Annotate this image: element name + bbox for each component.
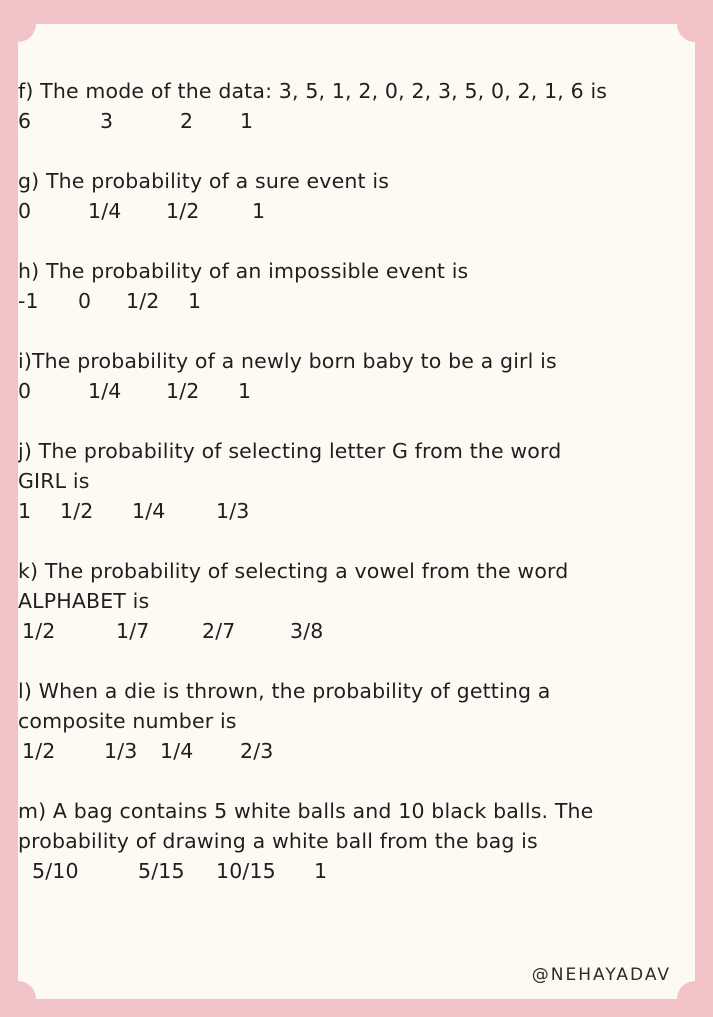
question-text: f) The mode of the data: 3, 5, 1, 2, 0, 2, 3, 5, 0, 2, 1, 6 is [18, 79, 608, 103]
option: 1 [188, 289, 202, 313]
question-text: m) A bag contains 5 white balls and 10 black balls. The [18, 799, 594, 823]
corner-notch [18, 24, 36, 42]
option: 1 [18, 499, 32, 523]
corner-notch [18, 981, 36, 999]
option: 5/15 [138, 859, 185, 883]
question-text: k) The probability of selecting a vowel from the word [18, 559, 569, 583]
option: -1 [18, 289, 39, 313]
corner-notch [677, 981, 695, 999]
option: 1/2 [60, 499, 94, 523]
option: 1 [238, 379, 252, 403]
option: 2/3 [240, 739, 274, 763]
answer-options [18, 286, 688, 316]
question-text: l) When a die is thrown, the probability of getting a [18, 679, 551, 703]
option: 0 [18, 199, 32, 223]
answer-options [18, 376, 688, 406]
answer-options [18, 736, 688, 766]
answer-options [18, 496, 688, 526]
option: 1/3 [104, 739, 138, 763]
question-h [18, 256, 688, 316]
option: 1 [314, 859, 328, 883]
option: 1/4 [132, 499, 166, 523]
question-text: i)The probability of a newly born baby to be a girl is [18, 349, 557, 373]
option: 1/4 [88, 199, 122, 223]
option: 6 [18, 109, 32, 133]
worksheet-card [18, 24, 695, 999]
option: 2 [180, 109, 194, 133]
question-text-continued: ALPHABET is [18, 589, 150, 613]
option: 1/4 [88, 379, 122, 403]
answer-options [18, 616, 688, 646]
option: 1 [252, 199, 266, 223]
option: 3/8 [290, 619, 324, 643]
question-text-continued: GIRL is [18, 469, 90, 493]
option: 3 [100, 109, 114, 133]
question-text: g) The probability of a sure event is [18, 169, 390, 193]
option: 2/7 [202, 619, 236, 643]
answer-options [18, 856, 688, 886]
answer-options [18, 106, 688, 136]
question-j [18, 436, 688, 526]
option: 1 [240, 109, 254, 133]
option: 0 [78, 289, 92, 313]
option: 1/4 [160, 739, 194, 763]
option: 1/7 [116, 619, 150, 643]
corner-notch [677, 24, 695, 42]
question-g [18, 166, 688, 226]
question-text-continued: composite number is [18, 709, 237, 733]
author-handle: @NEHAYADAV [531, 965, 671, 985]
option: 1/2 [22, 619, 56, 643]
question-i [18, 346, 688, 406]
question-text: j) The probability of selecting letter G from the word [18, 439, 562, 463]
option: 1/2 [166, 379, 200, 403]
option: 1/2 [166, 199, 200, 223]
option: 10/15 [216, 859, 276, 883]
option: 1/2 [126, 289, 160, 313]
option: 0 [18, 379, 32, 403]
option: 1/2 [22, 739, 56, 763]
question-text: h) The probability of an impossible event is [18, 259, 469, 283]
question-k [18, 556, 688, 646]
option: 5/10 [32, 859, 79, 883]
question-text-continued: probability of drawing a white ball from the bag is [18, 829, 538, 853]
answer-options [18, 196, 688, 226]
question-m [18, 796, 688, 886]
option: 1/3 [216, 499, 250, 523]
question-f [18, 76, 688, 136]
question-l [18, 676, 688, 766]
